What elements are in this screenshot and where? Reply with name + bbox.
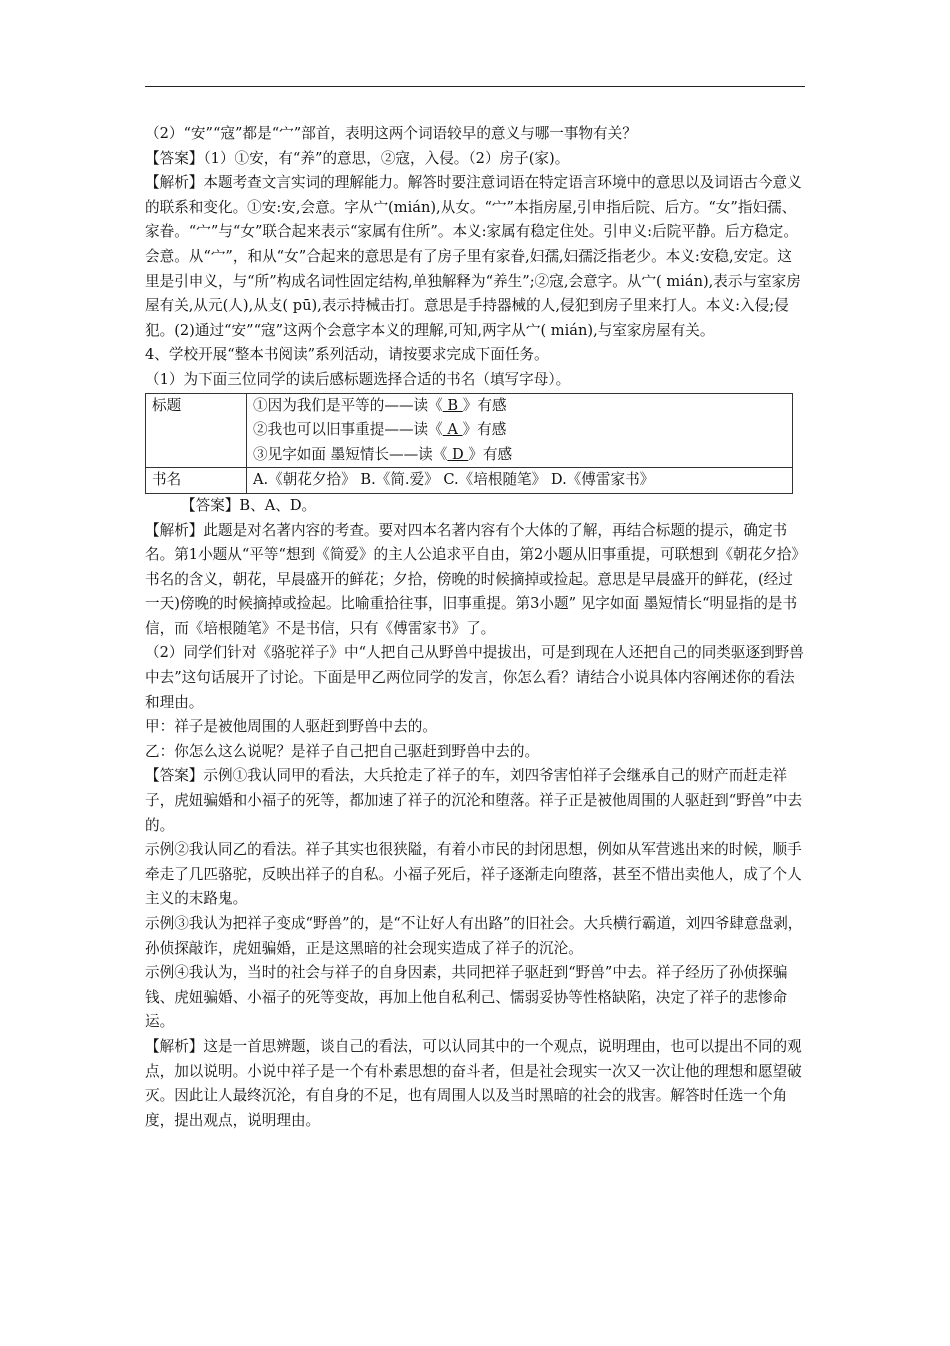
answer-blank: D	[447, 445, 469, 463]
table-label-titles: 标题	[146, 393, 247, 468]
answer-blank: A	[442, 421, 463, 439]
table-books-cell: A.《朝花夕拾》 B.《简.爱》 C.《培根随笔》 D.《傅雷家书》	[247, 468, 793, 494]
title-prefix: ③见字如面 墨短情长——读《	[253, 445, 448, 463]
document-body	[145, 122, 805, 1133]
speaker-jia: 甲：祥子是被他周围的人驱赶到野兽中去的。	[145, 718, 437, 736]
title-prefix: ①因为我们是平等的——读《	[253, 396, 443, 414]
title-prefix: ②我也可以旧事重提——读《	[253, 421, 443, 439]
question-4-2-text: （2）同学们针对《骆驼祥子》中“人把自己从野兽中提拔出，可是到现在人还把自己的同类驱逐到野兽中去”这句话展开了讨论。下面是甲乙两位同学的发言，你怎么看？请结合小说具体内容阐述你的看法和理由。	[145, 644, 804, 711]
table-row	[146, 393, 793, 468]
answer-blank: B	[442, 396, 463, 414]
answer-text: 【答案】（1）①安，有“养”的意思，②寇，入侵。（2）房子(家)。	[145, 149, 570, 167]
question-4-heading: 4、学校开展“整本书阅读”系列活动，请按要求完成下面任务。	[145, 346, 549, 364]
title-suffix: 》有感	[462, 421, 507, 439]
example-4: 示例④我认为，当时的社会与祥子的自身因素，共同把祥子驱赶到“野兽”中去。祥子经历了孙侦探骗钱、虎妞骗婚、小福子的死等变故，再加上他自私利己、懦弱妥协等性格缺陷，决定了祥子的悲惨命运。	[145, 964, 788, 1031]
title-line	[253, 394, 786, 419]
example-3: 示例③我认为把祥子变成“野兽”的，是“不让好人有出路”的旧社会。大兵横行霸道，刘四爷肆意盘剥，孙侦探敲诈，虎妞骗婚，正是这黑暗的社会现实造成了祥子的沉沦。	[145, 915, 803, 957]
analysis-1-text: 【解析】此题是对名著内容的考查。要对四本名著内容有个大体的了解，再结合标题的提示，确定书名。第1小题从“平等“想到《简爱》的主人公追求平自由，第2小题从旧事重提，可联想到《朝花夕拾》书名的含义，朝花，早晨盛开的鲜花；夕拾，傍晚的时候摘掉或捡起。意思是早晨盛开的鲜花，(经过一天)傍晚的时候摘掉或捡起。比喻重拾往事，旧事重提。第3小题” 见字如面 墨短情长“明显指的是书信，而《培根随笔》不是书信，只有《傅雷家书》了。	[145, 521, 799, 637]
title-suffix: 》有感	[468, 445, 513, 463]
question-4-1-text: （1）为下面三位同学的读后感标题选择合适的书名（填写字母）。	[145, 370, 571, 388]
book-title-table	[145, 393, 793, 494]
analysis-text: 【解析】本题考查文言实词的理解能力。解答时要注意词语在特定语言环境中的意思以及词语古今意义的联系和变化。①安:安,会意。字从宀(mián),从女。“宀”本指房屋,引申指后院、后方。“女”指妇孺、家眷。“宀”与“女”联合起来表示“家属有住所”。本义:家属有稳定住处。引申义:后院平静。后方稳定。会意。从“宀”，和从“女”合起来的意思是有了房子里有家眷,妇孺,妇孺泛指老少。本义:安稳,安定。这里是引申义，与“所”构成名词性固定结构,单独解释为“养生”;②寇,会意字。从宀( mián),表示与室家房屋有关,从元(人),从攴( pū),表示持械击打。意思是手持器械的人,侵犯到房子里来打人。本义:入侵;侵犯。(2)通过“安”“寇”这两个会意字本义的理解,可知,两字从宀( mián),与室家房屋有关。	[145, 174, 802, 339]
title-line	[253, 443, 786, 468]
example-2: 示例②我认同乙的看法。祥子其实也很狭隘，有着小市民的封闭思想，例如从军营逃出来的时候，顺手牵走了几匹骆驼，反映出祥子的自私。小福子死后，祥子逐渐走向堕落，甚至不惜出卖他人，成了个人主义的末路鬼。	[145, 841, 802, 908]
analysis-2-text: 【解析】这是一首思辨题，谈自己的看法，可以认同其中的一个观点，说明理由，也可以提出不同的观点，加以说明。小说中祥子是一个有朴素思想的奋斗者，但是社会现实一次又一次让他的理想和愿望破灭。因此让人最终沉沦，有自身的不足，也有周围人以及当时黑暗的社会的戕害。解答时任选一个角度，提出观点，说明理由。	[145, 1037, 802, 1129]
table-titles-cell	[247, 393, 793, 468]
table-row	[146, 468, 793, 494]
answer-1-text: 【答案】B、A、D。	[181, 496, 317, 514]
title-line	[253, 418, 786, 443]
header-rule	[145, 86, 805, 87]
speaker-yi: 乙：你怎么这么说呢？是祥子自己把自己驱赶到野兽中去的。	[145, 742, 540, 760]
example-1: 【答案】示例①我认同甲的看法，大兵抢走了祥子的车，刘四爷害怕祥子会继承自己的财产而赶走祥子，虎妞骗婚和小福子的死等，都加速了祥子的沉沦和堕落。祥子正是被他周围的人驱赶到“野兽”中去的。	[145, 767, 803, 834]
question-2-text: （2）“安”“寇”都是“宀”部首，表明这两个词语较早的意义与哪一事物有关？	[145, 125, 637, 142]
title-suffix: 》有感	[462, 396, 507, 414]
table-label-books: 书名	[146, 468, 247, 494]
